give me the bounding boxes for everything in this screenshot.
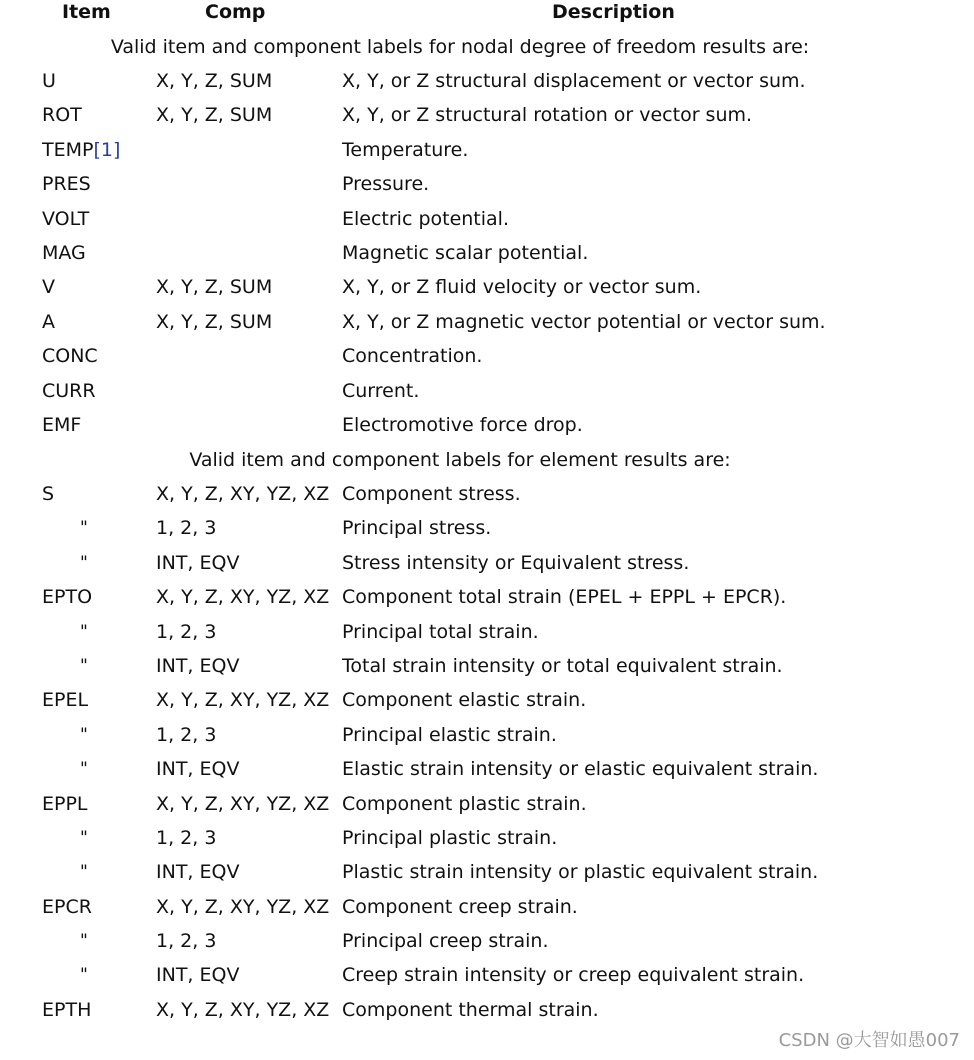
table-row bbox=[0, 103, 974, 137]
ditto-mark: " bbox=[80, 862, 88, 883]
table-row bbox=[0, 172, 974, 206]
description-cell: Elastic strain intensity or elastic equivalent strain. bbox=[342, 758, 819, 781]
table-row bbox=[0, 69, 974, 103]
item-text: TEMP bbox=[42, 138, 94, 161]
footnote-link[interactable]: [1] bbox=[93, 138, 121, 161]
element-section-caption: Valid item and component labels for element results are: bbox=[189, 449, 731, 471]
table-row bbox=[0, 895, 974, 929]
item-cell: EPEL bbox=[42, 689, 89, 712]
description-cell: X, Y, or Z magnetic vector potential or vector sum. bbox=[342, 310, 826, 333]
description-cell: Principal plastic strain. bbox=[342, 826, 558, 849]
description-cell: Principal total strain. bbox=[342, 620, 539, 643]
comp-cell: X, Y, Z, SUM bbox=[156, 276, 273, 299]
nodal-section-caption: Valid item and component labels for nodal degree of freedom results are: bbox=[110, 36, 810, 58]
item-cell bbox=[42, 138, 120, 162]
comp-cell: X, Y, Z, XY, YZ, XZ bbox=[156, 792, 330, 815]
ditto-mark: " bbox=[80, 965, 88, 986]
comp-cell: 1, 2, 3 bbox=[156, 517, 217, 540]
comp-cell: X, Y, Z, XY, YZ, XZ bbox=[156, 689, 330, 712]
comp-cell: X, Y, Z, XY, YZ, XZ bbox=[156, 483, 330, 505]
comp-cell: 1, 2, 3 bbox=[156, 826, 217, 849]
item-cell: S bbox=[42, 483, 55, 505]
table-header bbox=[0, 1, 974, 27]
comp-cell: INT, EQV bbox=[156, 758, 240, 781]
ditto-mark: " bbox=[80, 724, 88, 745]
item-cell: MAG bbox=[42, 241, 86, 264]
item-cell: EPTH bbox=[42, 998, 92, 1021]
ditto-mark: " bbox=[80, 655, 88, 676]
ditto-mark: " bbox=[80, 931, 88, 952]
table-row bbox=[0, 585, 974, 619]
ditto-mark: " bbox=[80, 759, 88, 780]
table-row bbox=[0, 826, 974, 860]
table-row bbox=[0, 138, 974, 172]
table-row bbox=[0, 379, 974, 413]
ditto-mark: " bbox=[80, 552, 88, 573]
ditto-mark: " bbox=[80, 518, 88, 539]
table-row bbox=[0, 482, 974, 516]
item-cell: PRES bbox=[42, 173, 91, 196]
table-row bbox=[0, 688, 974, 722]
comp-cell: INT, EQV bbox=[156, 861, 240, 884]
description-cell: Stress intensity or Equivalent stress. bbox=[342, 551, 690, 574]
description-cell: X, Y, or Z structural displacement or vector sum. bbox=[342, 70, 806, 92]
comp-cell: INT, EQV bbox=[156, 964, 240, 987]
table-row bbox=[0, 241, 974, 275]
description-cell: Principal creep strain. bbox=[342, 930, 549, 953]
table-row bbox=[0, 516, 974, 550]
comp-cell: X, Y, Z, XY, YZ, XZ bbox=[156, 895, 330, 918]
item-cell: CURR bbox=[42, 379, 96, 402]
item-cell: CONC bbox=[42, 345, 98, 368]
table-row bbox=[0, 310, 974, 344]
table-row bbox=[0, 757, 974, 791]
comp-cell: X, Y, Z, XY, YZ, XZ bbox=[156, 586, 330, 609]
table-row bbox=[0, 963, 974, 997]
header-comp: Comp bbox=[205, 1, 266, 23]
item-cell: ROT bbox=[42, 104, 82, 127]
table-row bbox=[0, 620, 974, 654]
comp-cell: INT, EQV bbox=[156, 551, 240, 574]
description-cell: Principal stress. bbox=[342, 517, 492, 540]
comp-cell: 1, 2, 3 bbox=[156, 930, 217, 953]
comp-cell: 1, 2, 3 bbox=[156, 723, 217, 746]
description-cell: Principal elastic strain. bbox=[342, 723, 557, 746]
item-cell: EPPL bbox=[42, 792, 88, 815]
item-cell: A bbox=[42, 310, 55, 333]
description-cell: X, Y, or Z structural rotation or vector sum. bbox=[342, 104, 753, 127]
table-row bbox=[0, 207, 974, 241]
description-cell: Component thermal strain. bbox=[342, 998, 599, 1021]
description-cell: Temperature. bbox=[342, 138, 469, 161]
ditto-mark: " bbox=[80, 827, 88, 848]
description-cell: Component plastic strain. bbox=[342, 792, 587, 815]
description-cell: Electromotive force drop. bbox=[342, 413, 583, 436]
table-row bbox=[0, 860, 974, 894]
table-row bbox=[0, 551, 974, 585]
description-cell: Component total strain (EPEL + EPPL + EPCR). bbox=[342, 586, 787, 609]
item-cell: EMF bbox=[42, 413, 82, 436]
description-cell: Creep strain intensity or creep equivalent strain. bbox=[342, 964, 805, 987]
description-cell: Component stress. bbox=[342, 483, 521, 505]
ditto-mark: " bbox=[80, 621, 88, 642]
description-cell: Concentration. bbox=[342, 345, 483, 368]
comp-cell: 1, 2, 3 bbox=[156, 620, 217, 643]
element-rows bbox=[0, 482, 974, 1032]
table-row bbox=[0, 929, 974, 963]
header-item: Item bbox=[62, 1, 111, 23]
description-cell: X, Y, or Z fluid velocity or vector sum. bbox=[342, 276, 702, 299]
table-row bbox=[0, 654, 974, 688]
table-row bbox=[0, 792, 974, 826]
header-description: Description bbox=[552, 1, 675, 23]
csdn-watermark: CSDN @大智如愚007 bbox=[778, 1030, 960, 1051]
table-row bbox=[0, 413, 974, 447]
comp-cell: INT, EQV bbox=[156, 654, 240, 677]
comp-cell: X, Y, Z, SUM bbox=[156, 310, 273, 333]
description-cell: Component elastic strain. bbox=[342, 689, 587, 712]
comp-cell: X, Y, Z, SUM bbox=[156, 70, 273, 92]
description-cell: Total strain intensity or total equivalent strain. bbox=[342, 654, 783, 677]
item-cell: EPTO bbox=[42, 586, 93, 609]
description-cell: Component creep strain. bbox=[342, 895, 578, 918]
table-row bbox=[0, 723, 974, 757]
description-cell: Magnetic scalar potential. bbox=[342, 241, 589, 264]
table-row bbox=[0, 275, 974, 309]
description-cell: Pressure. bbox=[342, 173, 430, 196]
description-cell: Plastic strain intensity or plastic equivalent strain. bbox=[342, 861, 819, 884]
item-cell: VOLT bbox=[42, 207, 90, 230]
table-row bbox=[0, 344, 974, 378]
comp-cell: X, Y, Z, XY, YZ, XZ bbox=[156, 998, 330, 1021]
item-cell: V bbox=[42, 276, 55, 299]
item-cell: EPCR bbox=[42, 895, 92, 918]
item-cell: U bbox=[42, 70, 56, 92]
comp-cell: X, Y, Z, SUM bbox=[156, 104, 273, 127]
description-cell: Electric potential. bbox=[342, 207, 510, 230]
description-cell: Current. bbox=[342, 379, 420, 402]
nodal-rows bbox=[0, 69, 974, 447]
